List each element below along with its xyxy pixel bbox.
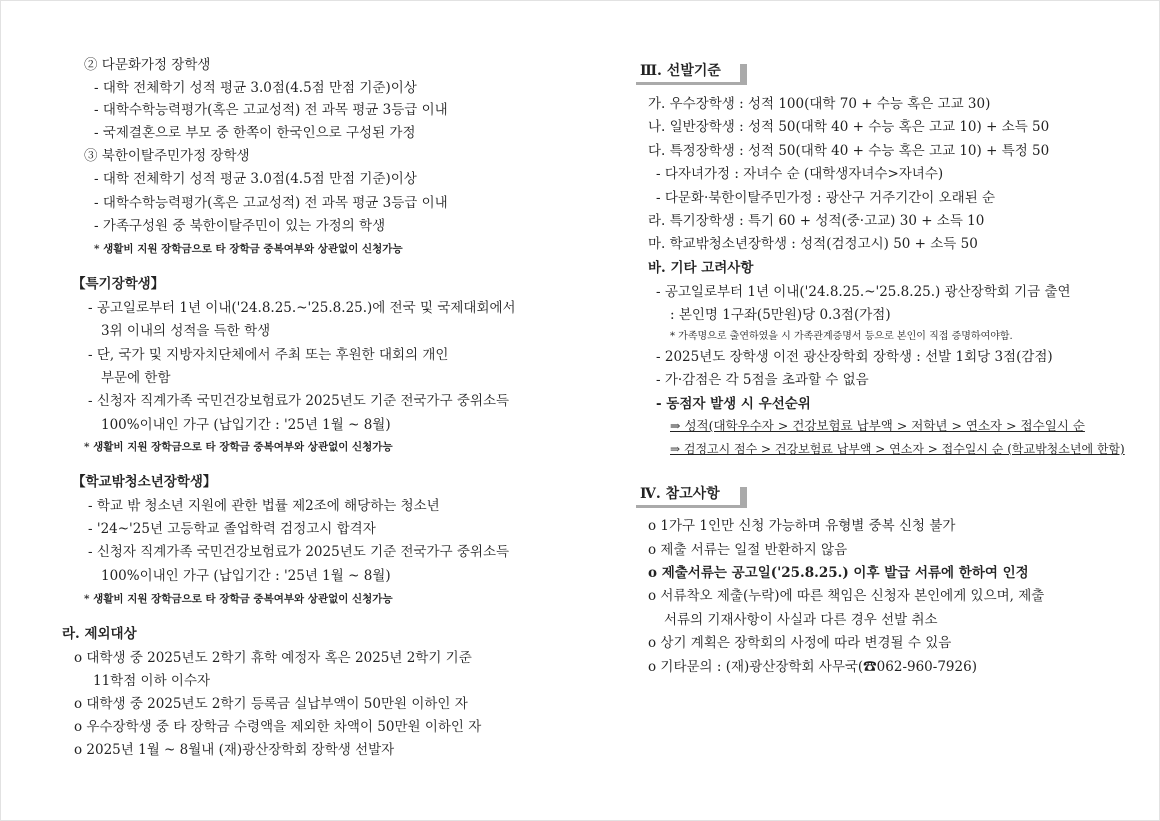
note: * 가족명으로 출연하였을 시 가족관계증명서 등으로 본인이 직접 증명하여야함. bbox=[670, 331, 1013, 342]
list-item: - '24~'25년 고등학교 졸업학력 검정고시 합격자 bbox=[88, 521, 376, 537]
note: * 생활비 지원 장학금으로 타 장학금 중복여부와 상관없이 신청가능 bbox=[84, 441, 393, 453]
criteria-item-other: 바. 기타 고려사항 bbox=[648, 260, 754, 276]
subsection-north-korean-defector: ③ 북한이탈주민가정 장학생 bbox=[84, 148, 250, 164]
heading-out-of-school: 【학교밖청소년장학생】 bbox=[72, 474, 217, 490]
list-item: - 신청자 직계가족 국민건강보험료가 2025년도 기준 전국가구 중위소득 bbox=[88, 393, 510, 409]
reference-item-cont: 서류의 기재사항이 사실과 다른 경우 선발 취소 bbox=[664, 612, 938, 628]
reference-item: o 상기 계획은 장학회의 사정에 따라 변경될 수 있음 bbox=[648, 635, 952, 651]
list-item: o 대학생 중 2025년도 2학기 등록금 실납부액이 50만원 이하인 자 bbox=[74, 696, 468, 712]
criteria-item: 라. 특기장학생 : 특기 60 + 성적(중·고교) 30 + 소득 10 bbox=[648, 213, 985, 229]
list-item: - 대학수학능력평가(혹은 고교성적) 전 과목 평균 3등급 이내 bbox=[94, 195, 448, 211]
list-item: - 대학수학능력평가(혹은 고교성적) 전 과목 평균 3등급 이내 bbox=[94, 102, 448, 118]
heading-exclusion: 라. 제외대상 bbox=[62, 626, 137, 642]
list-item: - 가족구성원 중 북한이탈주민이 있는 가정의 학생 bbox=[94, 218, 386, 234]
criteria-item: 다. 특정장학생 : 성적 50(대학 40 + 수능 혹은 고교 10) + 특정 50 bbox=[648, 143, 1050, 159]
list-item-cont: 3위 이내의 성적을 득한 학생 bbox=[101, 323, 271, 339]
section-heading-selection-criteria: Ⅲ. 선발기준 bbox=[640, 63, 721, 79]
list-item: o 2025년 1월 ~ 8월내 (재)광산장학회 장학생 선발자 bbox=[74, 742, 395, 758]
criteria-subitem: - 공고일로부터 1년 이내('24.8.25.~'25.8.25.) 광산장학회 기금 출연 bbox=[656, 284, 1071, 300]
criteria-item: 마. 학교밖청소년장학생 : 성적(검정고시) 50 + 소득 50 bbox=[648, 236, 978, 252]
criteria-item: 가. 우수장학생 : 성적 100(대학 70 + 수능 혹은 고교 30) bbox=[648, 96, 991, 112]
criteria-subitem: - 다문화·북한이탈주민가정 : 광산구 거주기간이 오래된 순 bbox=[656, 190, 996, 206]
criteria-subitem: - 2025년도 장학생 이전 광산장학회 장학생 : 선발 1회당 3점(감점) bbox=[656, 349, 1053, 365]
criteria-subitem: - 다자녀가정 : 자녀수 순 (대학생자녀수>자녀수) bbox=[656, 166, 944, 182]
list-item-cont: 부문에 한함 bbox=[101, 370, 171, 386]
tie-breaker-rule: ⇒ 성적(대학우수자 > 건강보험료 납부액 > 저학년 > 연소자 > 접수일시 순 bbox=[670, 418, 1085, 433]
list-item-cont: 100%이내인 가구 (납입기간 : '25년 1월 ~ 8월) bbox=[101, 417, 391, 433]
list-item: - 학교 밖 청소년 지원에 관한 법률 제2조에 해당하는 청소년 bbox=[88, 498, 440, 514]
list-item: o 우수장학생 중 타 장학금 수령액을 제외한 차액이 50만원 이하인 자 bbox=[74, 719, 482, 735]
list-item: - 공고일로부터 1년 이내('24.8.25.~'25.8.25.)에 전국 및 국제대회에서 bbox=[88, 300, 516, 316]
criteria-subitem-cont: : 본인명 1구좌(5만원)당 0.3점(가점) bbox=[670, 307, 891, 323]
list-item-cont: 11학점 이하 이수자 bbox=[93, 673, 211, 689]
criteria-item: 나. 일반장학생 : 성적 50(대학 40 + 수능 혹은 고교 10) + 소득 50 bbox=[648, 119, 1050, 135]
tie-breaker-rule: ⇒ 검정고시 점수 > 건강보험료 납부액 > 연소자 > 접수일시 순 (학교밖청소년에 한함) bbox=[670, 442, 1125, 456]
list-item: - 대학 전체학기 성적 평균 3.0점(4.5점 만점 기준)이상 bbox=[94, 80, 417, 96]
reference-item: o 제출서류는 공고일('25.8.25.) 이후 발급 서류에 한하여 인정 bbox=[648, 565, 1029, 581]
list-item-cont: 100%이내인 가구 (납입기간 : '25년 1월 ~ 8월) bbox=[101, 568, 391, 584]
reference-item: o 제출 서류는 일절 반환하지 않음 bbox=[648, 542, 848, 558]
list-item: - 신청자 직계가족 국민건강보험료가 2025년도 기준 전국가구 중위소득 bbox=[88, 544, 510, 560]
list-item: - 단, 국가 및 지방자치단체에서 주최 또는 후원한 대회의 개인 bbox=[88, 347, 449, 363]
note: * 생활비 지원 장학금으로 타 장학금 중복여부와 상관없이 신청가능 bbox=[84, 593, 393, 605]
reference-item-contact: o 기타문의 : (재)광산장학회 사무국(☎062-960-7926) bbox=[648, 659, 977, 675]
list-item: o 대학생 중 2025년도 2학기 휴학 예정자 혹은 2025년 2학기 기준 bbox=[74, 650, 472, 666]
heading-special-talent: 【특기장학생】 bbox=[72, 276, 165, 292]
tie-breaker-heading: - 동점자 발생 시 우선순위 bbox=[656, 396, 811, 412]
list-item: - 대학 전체학기 성적 평균 3.0점(4.5점 만점 기준)이상 bbox=[94, 171, 417, 187]
reference-item: o 서류착오 제출(누락)에 따른 책임은 신청자 본인에게 있으며, 제출 bbox=[648, 588, 1045, 604]
list-item: - 국제결혼으로 부모 중 한쪽이 한국인으로 구성된 가정 bbox=[94, 125, 416, 141]
note: * 생활비 지원 장학금으로 타 장학금 중복여부와 상관없이 신청가능 bbox=[94, 243, 403, 255]
reference-item: o 1가구 1인만 신청 가능하며 유형별 중복 신청 불가 bbox=[648, 518, 956, 534]
criteria-subitem: - 가·감점은 각 5점을 초과할 수 없음 bbox=[656, 372, 869, 388]
section-heading-reference: Ⅳ. 참고사항 bbox=[640, 486, 720, 502]
subsection-multicultural: ② 다문화가정 장학생 bbox=[84, 57, 211, 73]
